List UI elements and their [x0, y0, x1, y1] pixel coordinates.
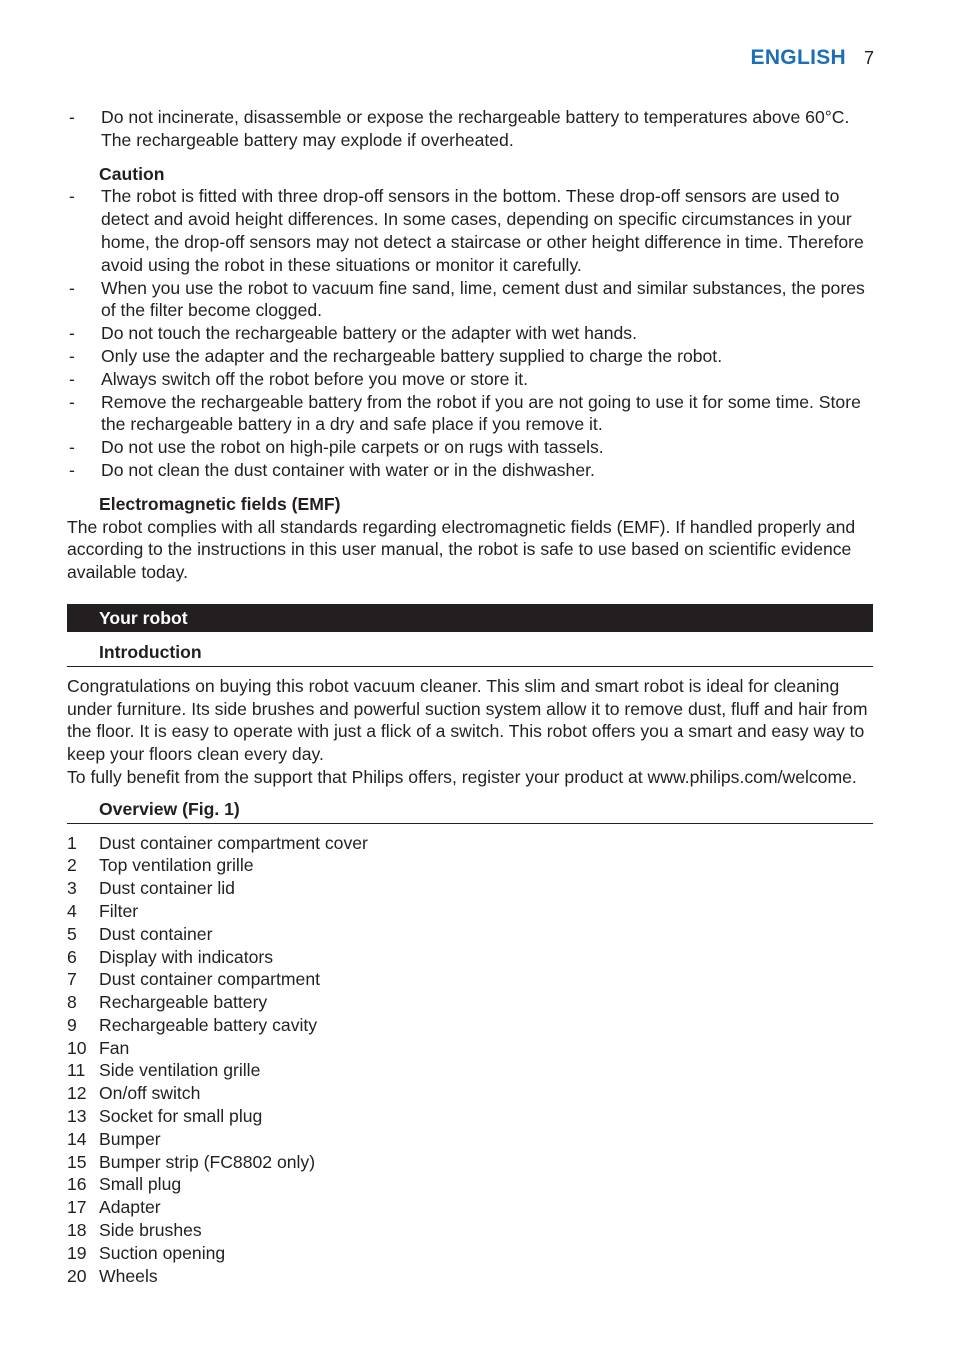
overview-item	[67, 923, 873, 946]
overview-item-label: Top ventilation grille	[99, 855, 254, 876]
overview-item-label: Small plug	[99, 1174, 182, 1195]
overview-item-number: 7	[67, 969, 77, 990]
overview-item-label: Rechargeable battery	[99, 992, 268, 1013]
overview-item-number: 13	[67, 1106, 87, 1127]
overview-item	[67, 1105, 873, 1128]
overview-item	[67, 1014, 873, 1037]
overview-item-label: Adapter	[99, 1197, 161, 1218]
overview-item	[67, 832, 873, 855]
overview-item	[67, 877, 873, 900]
overview-item-label: Dust container compartment cover	[99, 832, 368, 853]
overview-item-number: 19	[67, 1242, 87, 1263]
caution-heading: Caution	[99, 163, 165, 184]
overview-item	[67, 946, 873, 969]
overview-heading: Overview (Fig. 1)	[67, 789, 873, 824]
page-content	[67, 106, 873, 1287]
overview-item-label: Fan	[99, 1037, 130, 1058]
overview-item-number: 20	[67, 1265, 87, 1286]
list-item: - The robot is fitted with three drop-off sensors in the bottom. These drop-off sensors are used to detect and avoid height differences. In some cases, depending on specific circumstances in your home, the drop-off sensors may not detect a staircase or other height difference in time. Therefore avoid using the robot in these situations or monitor it carefully.	[69, 186, 864, 275]
list-item: - Remove the rechargeable battery from the robot if you are not going to use it for some time. Store the rechargeable battery in a dry and safe place if you remove it.	[69, 391, 861, 435]
overview-item-label: Dust container lid	[99, 878, 235, 899]
list-item: - Do not clean the dust container with water or in the dishwasher.	[69, 459, 595, 480]
overview-item	[67, 900, 873, 923]
overview-item-label: Suction opening	[99, 1242, 226, 1263]
list-item: - Do not incinerate, disassemble or expose the rechargeable battery to temperatures above 60°C. The rechargeable battery may explode if overheated.	[69, 107, 850, 150]
overview-item-number: 17	[67, 1197, 87, 1218]
list-item: - Do not touch the rechargeable battery or the adapter with wet hands.	[69, 323, 637, 344]
introduction-heading: Introduction	[67, 632, 873, 667]
overview-item-number: 11	[67, 1060, 86, 1081]
overview-item	[67, 1151, 873, 1174]
overview-item-number: 1	[67, 832, 77, 853]
emf-paragraph: The robot complies with all standards regarding electromagnetic fields (EMF). If handled properly and according to the instructions in this user manual, the robot is safe to use based on scientific evidence available today.	[67, 516, 856, 583]
overview-item-number: 2	[67, 855, 77, 876]
emf-heading: Electromagnetic fields (EMF)	[99, 493, 341, 514]
overview-item	[67, 968, 873, 991]
page-header	[751, 46, 874, 70]
introduction-paragraph: Congratulations on buying this robot vacuum cleaner. This slim and smart robot is ideal for cleaning under furniture. Its side brushes and powerful suction system allow it to remove dust, fluff and hair from the floor. It is easy to operate with just a flick of a switch. This robot offers you a smart and easy way to keep your floors clean every day.	[67, 675, 868, 765]
overview-item	[67, 1128, 873, 1151]
overview-item-label: Rechargeable battery cavity	[99, 1014, 318, 1035]
overview-item	[67, 1219, 873, 1242]
overview-item	[67, 1242, 873, 1265]
overview-item	[67, 1265, 873, 1288]
registration-paragraph: To fully benefit from the support that Philips offers, register your product at www.philips.com/welcome.	[67, 766, 857, 787]
overview-item-label: Dust container compartment	[99, 969, 320, 990]
overview-item-number: 10	[67, 1037, 87, 1058]
page-number: 7	[863, 48, 874, 68]
overview-item-label: Side brushes	[99, 1220, 202, 1241]
overview-item-label: Bumper	[99, 1128, 161, 1149]
list-item: - When you use the robot to vacuum fine sand, lime, cement dust and similar substances, the pores of the filter become clogged.	[69, 277, 865, 321]
overview-item-number: 16	[67, 1174, 87, 1195]
overview-item	[67, 854, 873, 877]
overview-item-number: 8	[67, 992, 77, 1013]
overview-item	[67, 1059, 873, 1082]
overview-item-label: Filter	[99, 900, 139, 921]
overview-item-label: Socket for small plug	[99, 1106, 263, 1127]
overview-item-label: Dust container	[99, 923, 213, 944]
overview-item	[67, 991, 873, 1014]
overview-item-number: 18	[67, 1220, 87, 1241]
overview-item-label: Side ventilation grille	[99, 1060, 261, 1081]
overview-item	[67, 1173, 873, 1196]
overview-item-number: 9	[67, 1014, 77, 1035]
overview-item-label: Display with indicators	[99, 946, 274, 967]
overview-item-label: On/off switch	[99, 1083, 201, 1104]
overview-item	[67, 1037, 873, 1060]
overview-list	[67, 832, 873, 1288]
language-label: ENGLISH	[750, 46, 846, 69]
caution-list	[67, 185, 873, 481]
list-item: - Do not use the robot on high-pile carpets or on rugs with tassels.	[69, 437, 604, 458]
overview-item	[67, 1196, 873, 1219]
overview-item-number: 4	[67, 900, 77, 921]
list-item: - Only use the adapter and the rechargeable battery supplied to charge the robot.	[69, 345, 723, 366]
overview-item-number: 6	[67, 946, 77, 967]
overview-item-number: 14	[67, 1128, 87, 1149]
overview-item-label: Wheels	[99, 1265, 158, 1286]
overview-item-number: 15	[67, 1151, 87, 1172]
section-title-bar: Your robot	[67, 604, 873, 632]
overview-item-number: 3	[67, 878, 77, 899]
top-bullet-list	[67, 106, 873, 152]
overview-item-number: 5	[67, 923, 77, 944]
overview-item-number: 12	[67, 1083, 87, 1104]
list-item: - Always switch off the robot before you move or store it.	[69, 368, 529, 389]
overview-item	[67, 1082, 873, 1105]
overview-item-label: Bumper strip (FC8802 only)	[99, 1151, 316, 1172]
